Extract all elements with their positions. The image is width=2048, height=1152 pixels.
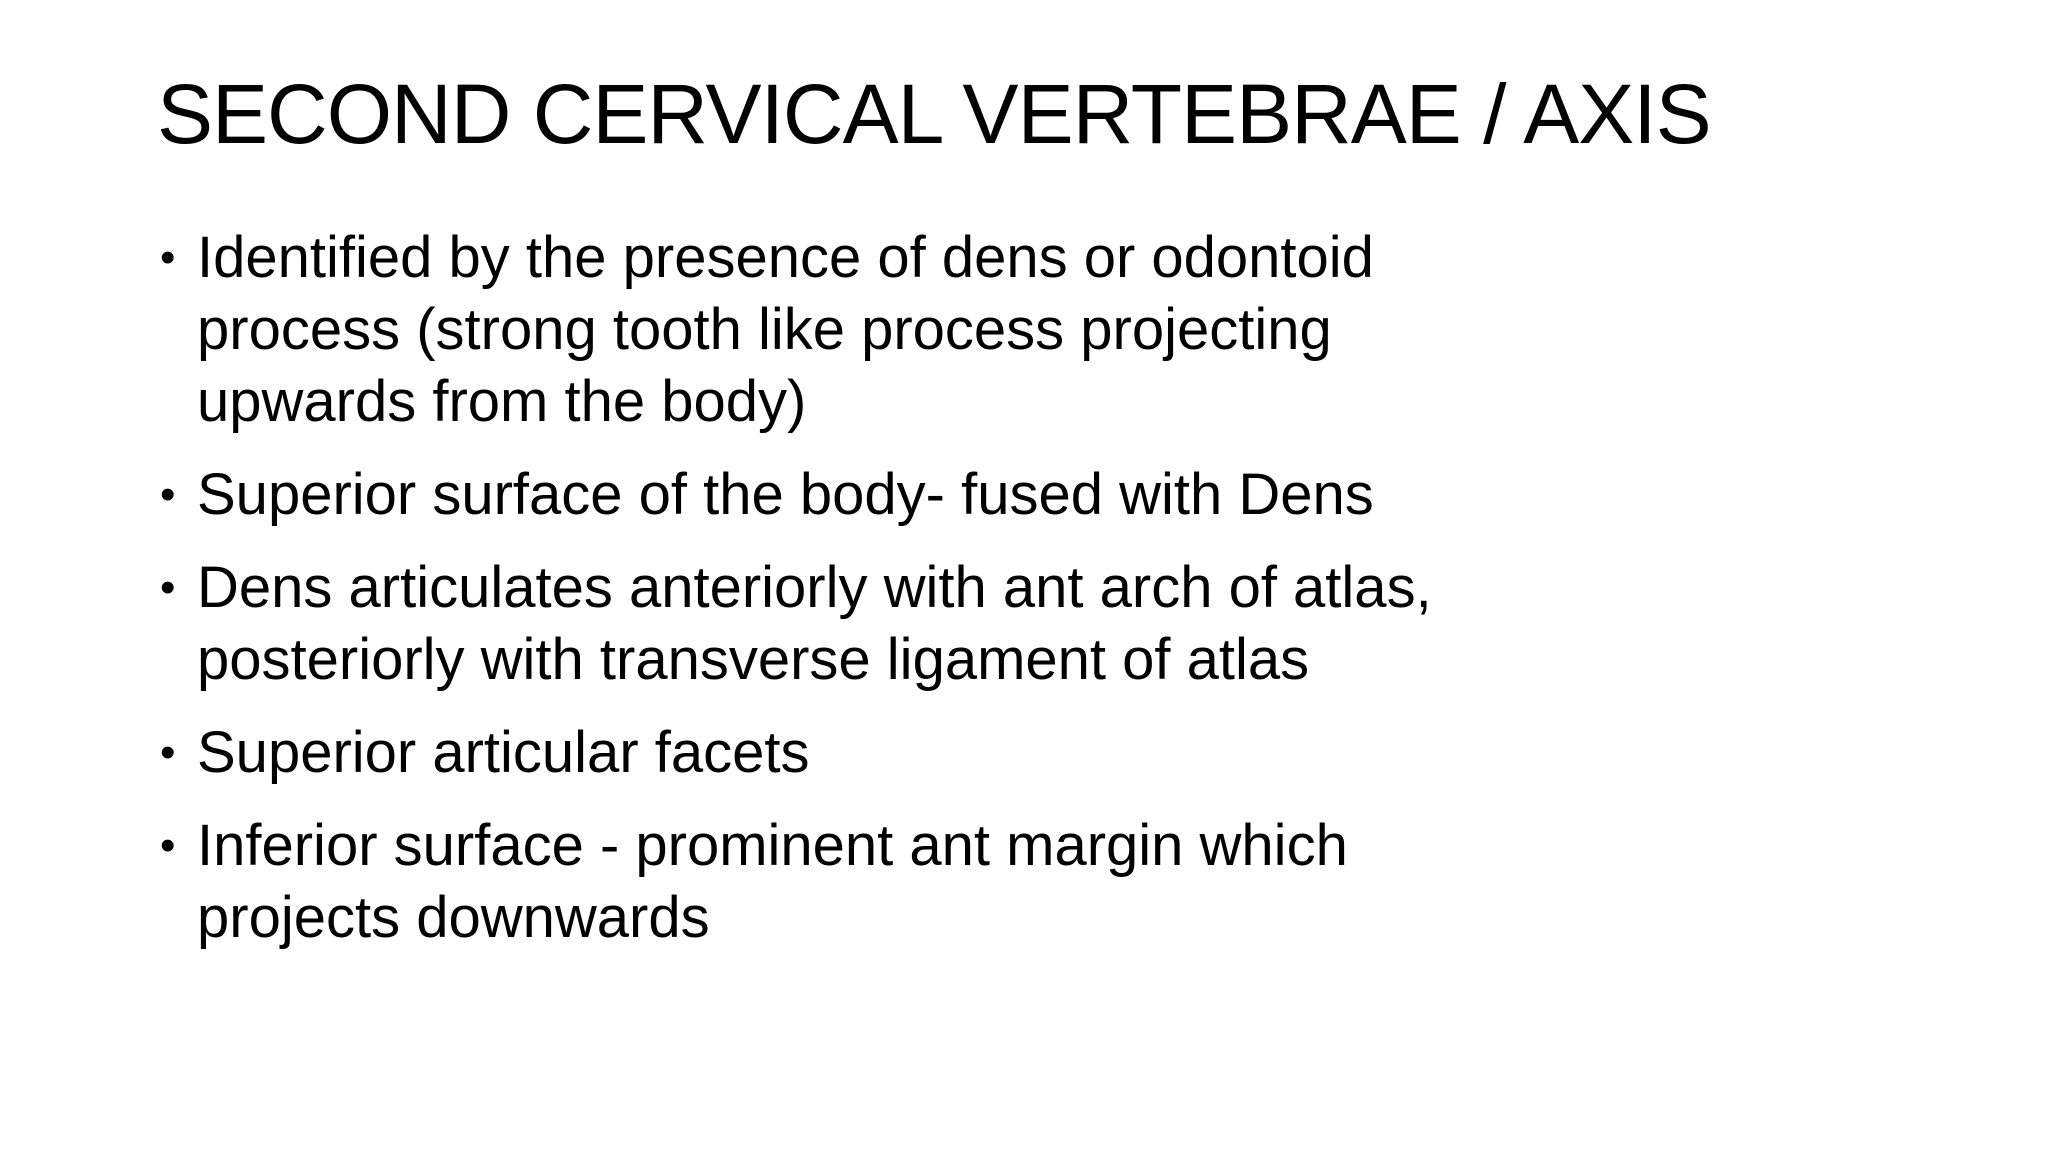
bullet-text: Superior surface of the body- fused with Dens bbox=[197, 462, 1374, 527]
bullet-text: Superior articular facets bbox=[197, 720, 810, 785]
bullet-item-inferior-surface bbox=[160, 810, 1480, 954]
bullet-item-dens bbox=[160, 222, 1480, 438]
bullet-item-superior-surface bbox=[160, 459, 1480, 531]
bullet-icon: • bbox=[160, 728, 176, 777]
bullet-icon: • bbox=[160, 821, 176, 870]
bullet-icon: • bbox=[160, 470, 176, 519]
slide-title: SECOND CERVICAL VERTEBRAE / AXIS bbox=[157, 67, 1711, 161]
bullet-text: Identified by the presence of dens or odontoid process (strong tooth like process projecting upwards from the body) bbox=[197, 225, 1374, 434]
bullet-item-dens-articulates bbox=[160, 552, 1480, 696]
bullet-icon: • bbox=[160, 563, 176, 612]
bullet-text: Inferior surface - prominent ant margin which projects downwards bbox=[197, 813, 1348, 950]
bullet-text: Dens articulates anteriorly with ant arch of atlas, posteriorly with transverse ligament of atlas bbox=[197, 555, 1432, 692]
bullet-icon: • bbox=[160, 233, 176, 282]
bullet-item-articular-facets bbox=[160, 717, 1480, 789]
bullet-list bbox=[160, 222, 1480, 975]
